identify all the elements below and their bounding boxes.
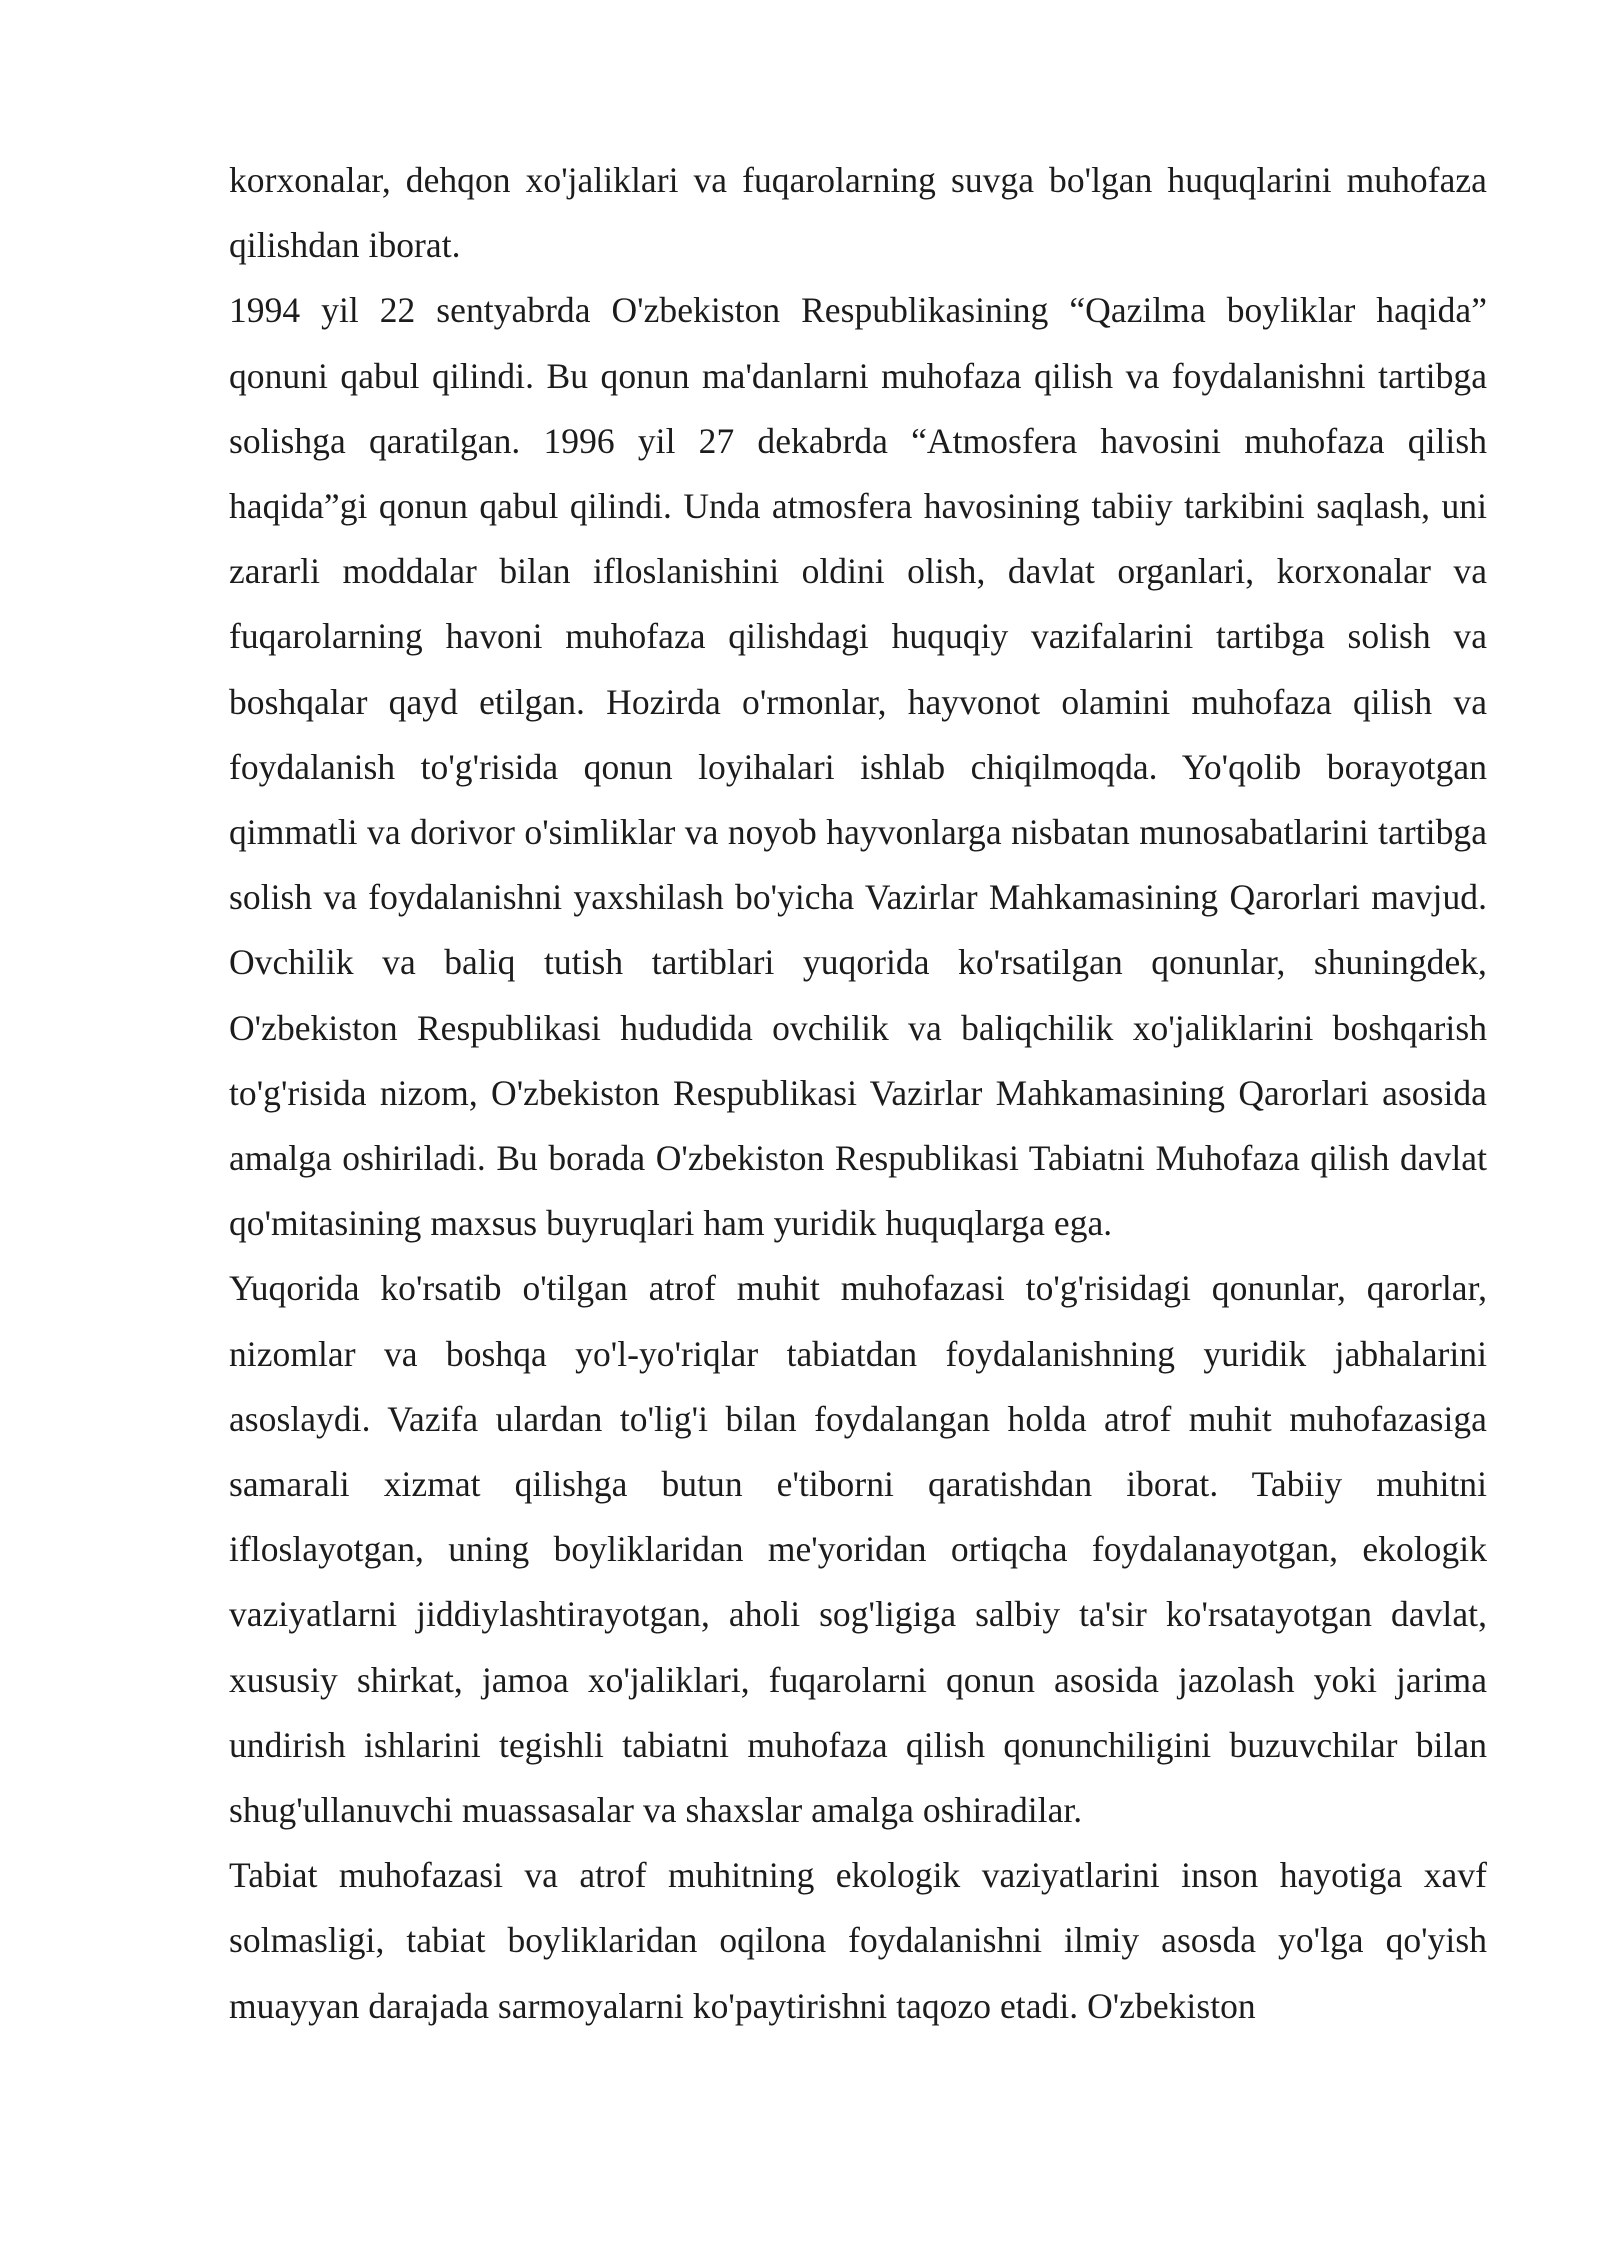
document-body-text xyxy=(229,148,1487,2039)
paragraph-3: Yuqorida ko'rsatib o'tilgan atrof muhit muhofazasi to'g'risidagi qonunlar, qarorlar, nizomlar va boshqa yo'l-yo'riqlar tabiatdan foydalanishning yuridik jabhalarini asoslaydi. Vazifa ulardan to'lig'i bilan foydalangan holda atrof muhit muhofazasiga samarali xizmat qilishga butun e'tiborni qaratishdan iborat. Tabiiy muhitni ifloslayotgan, uning boyliklaridan me'yoridan ortiqcha foydalanayotgan, ekologik vaziyatlarni jiddiylashtirayotgan, aholi sog'ligiga salbiy ta'sir ko'rsatayotgan davlat, xususiy shirkat, jamoa xo'jaliklari, fuqarolarni qonun asosida jazolash yoki jarima undirish ishlarini tegishli tabiatni muhofaza qilish qonunchiligini buzuvchilar bilan shug'ullanuvchi muassasalar va shaxslar amalga oshiradilar. xyxy=(229,1268,1487,1831)
paragraph-1: korxonalar, dehqon xo'jaliklari va fuqarolarning suvga bo'lgan huquqlarini muhofaza qilishdan iborat. xyxy=(229,160,1487,266)
paragraph-4: Tabiat muhofazasi va atrof muhitning ekologik vaziyatlarini inson hayotiga xavf solmasligi, tabiat boyliklaridan oqilona foydalanishni ilmiy asosda yo'lga qo'yish muayyan darajada sarmoyalarni ko'paytirishni taqozo etadi. O'zbekiston xyxy=(229,1855,1487,2026)
paragraph-2: 1994 yil 22 sentyabrda O'zbekiston Respublikasining “Qazilma boyliklar haqida” qonuni qabul qilindi. Bu qonun ma'danlarni muhofaza qilish va foydalanishni tartibga solishga qaratilgan. 1996 yil 27 dekabrda “Atmosfera havosini muhofaza qilish haqida”gi qonun qabul qilindi. Unda atmosfera havosining tabiiy tarkibini saqlash, uni zararli moddalar bilan ifloslanishini oldini olish, davlat organlari, korxonalar va fuqarolarning havoni muhofaza qilishdagi huquqiy vazifalarini tartibga solish va boshqalar qayd etilgan. Hozirda o'rmonlar, hayvonot olamini muhofaza qilish va foydalanish to'g'risida qonun loyihalari ishlab chiqilmoqda. Yo'qolib borayotgan qimmatli va dorivor o'simliklar va noyob hayvonlarga nisbatan munosabatlarini tartibga solish va foydalanishni yaxshilash bo'yicha Vazirlar Mahkamasining Qarorlari mavjud. Ovchilik va baliq tutish tartiblari yuqorida ko'rsatilgan qonunlar, shuningdek, O'zbekiston Respublikasi hududida ovchilik va baliqchilik xo'jaliklarini boshqarish to'g'risida nizom, O'zbekiston Respublikasi Vazirlar Mahkamasining Qarorlari asosida amalga oshiriladi. Bu borada O'zbekiston Respublikasi Tabiatni Muhofaza qilish davlat qo'mitasining maxsus buyruqlari ham yuridik huquqlarga ega. xyxy=(229,290,1487,1244)
